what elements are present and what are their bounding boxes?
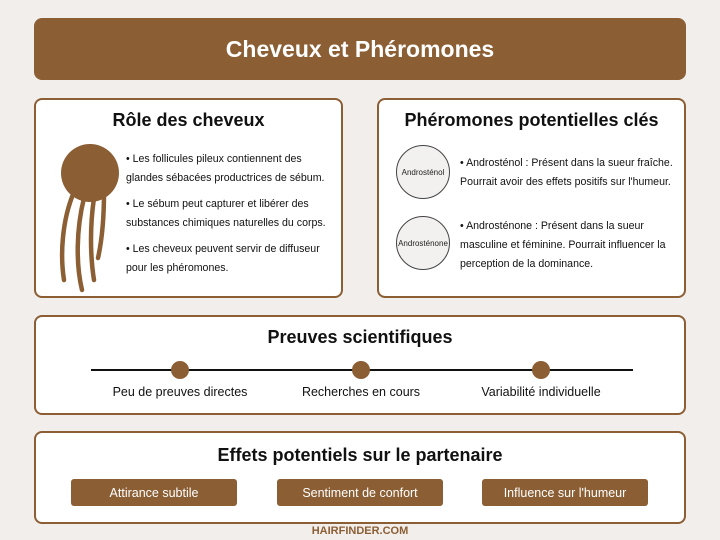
timeline-label: Peu de preuves directes [112,385,248,399]
androstenol-molecule [396,145,450,199]
role-bullet: • Les cheveux peuvent servir de diffuseur pour les phéromones. [126,243,320,274]
timeline-dot [171,361,189,379]
timeline-label: Recherches en cours [301,385,421,399]
effect-attraction-badge: Attirance subtile [71,479,237,506]
evidence-card-title: Preuves scientifiques [267,327,453,347]
role-bullets [126,150,338,285]
role-bullet: • Les follicules pileux contiennent des glandes sébacées productrices de sébum. [126,153,325,184]
pheromones-card [377,98,686,298]
androstenone-description: • Androsténone : Présent dans la sueur masculine et féminine. Pourrait influencer la perception de la dominance. [460,220,666,270]
effects-card-title: Effets potentiels sur le partenaire [217,445,503,465]
partner-effects-card [34,431,686,524]
role-card [34,98,343,298]
molecule-label: Androsténol [401,167,445,177]
footer-brand: HAIRFINDER.COM [311,525,409,537]
role-card-title: Rôle des cheveux [112,110,265,130]
title-banner [34,18,686,80]
timeline-dot [352,361,370,379]
pheromones-card-title: Phéromones potentielles clés [404,110,659,130]
timeline-label: Variabilité individuelle [481,385,601,399]
timeline-dot [532,361,550,379]
androstenol-description: • Androsténol : Présent dans la sueur fraîche. Pourrait avoir des effets positifs sur l'humeur. [460,157,673,188]
effect-comfort-badge: Sentiment de confort [277,479,443,506]
page-title: Cheveux et Phéromones [225,35,495,62]
androstenone-molecule [396,216,450,270]
role-bullet: • Le sébum peut capturer et libérer des substances chimiques naturelles du corps. [126,198,326,229]
hair-follicle-icon [54,140,126,295]
molecule-label: Androsténone [398,238,448,248]
effect-mood-badge: Influence sur l'humeur [482,479,648,506]
scientific-evidence-card [34,315,686,415]
